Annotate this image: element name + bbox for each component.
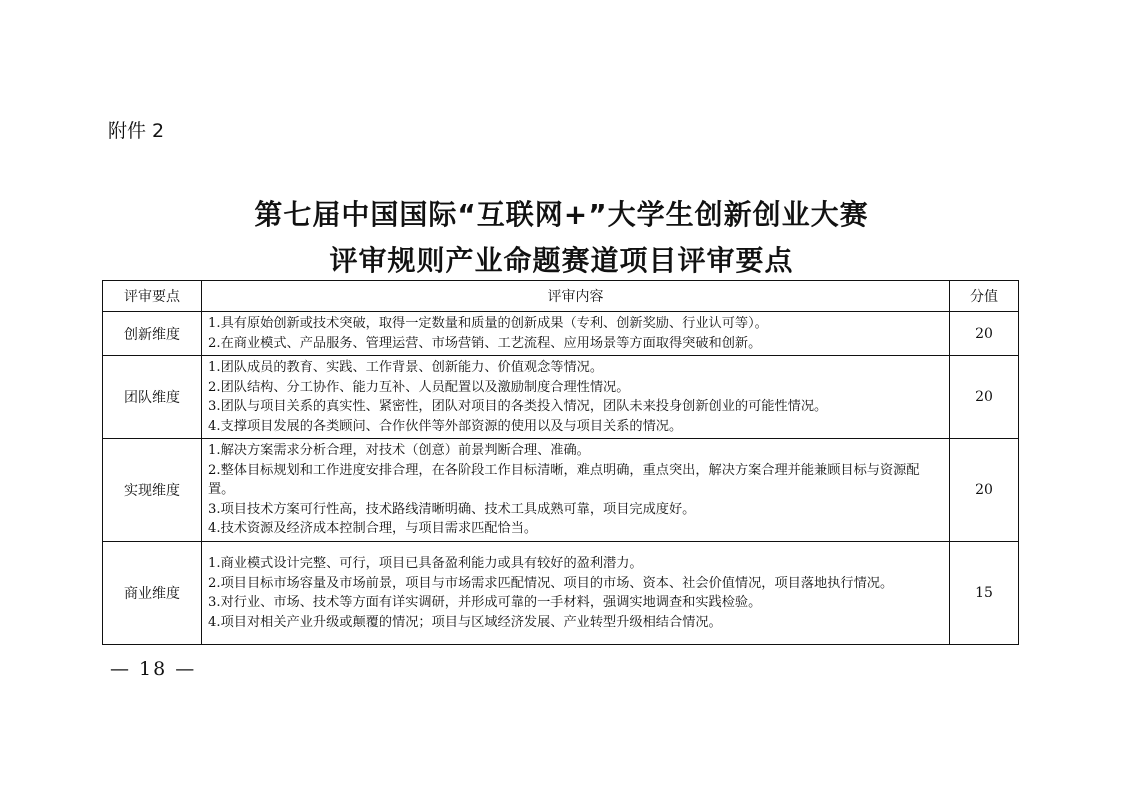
- content-item: 1.团队成员的教育、实践、工作背景、创新能力、价值观念等情况。: [208, 360, 604, 375]
- row-dimension: 商业维度: [103, 542, 202, 645]
- content-item: 4.项目对相关产业升级或颠覆的情况；项目与区域经济发展、产业转型升级相结合情况。: [208, 614, 722, 630]
- document-title-line1: 第七届中国国际“互联网+”大学生创新创业大赛: [254, 198, 869, 231]
- content-item: 3.项目技术方案可行性高，技术路线清晰明确、技术工具成熟可靠，项目完成度好。: [208, 501, 696, 517]
- header-dimension: 评审要点: [103, 281, 202, 312]
- content-item: 1.商业模式设计完整、可行，项目已具备盈利能力或具有较好的盈利潜力。: [208, 556, 643, 571]
- content-item: 2.团队结构、分工协作、能力互补、人员配置以及激励制度合理性情况。: [208, 379, 630, 395]
- row-score: 20: [950, 439, 1019, 542]
- page-number: — 18 —: [110, 658, 197, 680]
- document-title-line2: 评审规则产业命题赛道项目评审要点: [329, 244, 794, 277]
- row-score: 20: [950, 312, 1019, 356]
- attachment-label: 附件 2: [108, 120, 165, 142]
- content-item: 2.在商业模式、产品服务、管理运营、市场营销、工艺流程、应用场景等方面取得突破和创新。: [208, 335, 762, 351]
- table-row: [103, 356, 1019, 439]
- row-dimension: 团队维度: [103, 356, 202, 439]
- content-item: 1.解决方案需求分析合理，对技术（创意）前景判断合理、准确。: [208, 443, 590, 459]
- row-content: [202, 312, 950, 356]
- evaluation-table: [102, 280, 1019, 645]
- table-header-row: [103, 281, 1019, 312]
- row-dimension: 创新维度: [103, 312, 202, 356]
- row-content: [202, 356, 950, 439]
- row-score: 20: [950, 356, 1019, 439]
- row-content: [202, 542, 950, 645]
- header-score: 分值: [950, 281, 1019, 312]
- content-item: 1.具有原始创新或技术突破，取得一定数量和质量的创新成果（专利、创新奖励、行业认可等）。: [208, 316, 768, 331]
- content-item: 4.技术资源及经济成本控制合理，与项目需求匹配恰当。: [208, 521, 538, 537]
- header-content: 评审内容: [202, 281, 950, 312]
- content-item: 2.整体目标规划和工作进度安排合理，在各阶段工作目标清晰，难点明确，重点突出，解决方案合理并能兼顾目标与资源配置。: [208, 462, 920, 498]
- table-row: [103, 439, 1019, 542]
- table-row: [103, 312, 1019, 356]
- content-item: 2.项目目标市场容量及市场前景，项目与市场需求匹配情况、项目的市场、资本、社会价值情况，项目落地执行情况。: [208, 575, 894, 591]
- content-item: 3.对行业、市场、技术等方面有详实调研，并形成可靠的一手材料，强调实地调查和实践检验。: [208, 595, 762, 610]
- table-row: [103, 542, 1019, 645]
- content-item: 3.团队与项目关系的真实性、紧密性，团队对项目的各类投入情况，团队未来投身创新创业的可能性情况。: [208, 399, 828, 414]
- row-dimension: 实现维度: [103, 439, 202, 542]
- row-score: 15: [950, 542, 1019, 645]
- content-item: 4.支撑项目发展的各类顾问、合作伙伴等外部资源的使用以及与项目关系的情况。: [208, 418, 683, 434]
- row-content: [202, 439, 950, 542]
